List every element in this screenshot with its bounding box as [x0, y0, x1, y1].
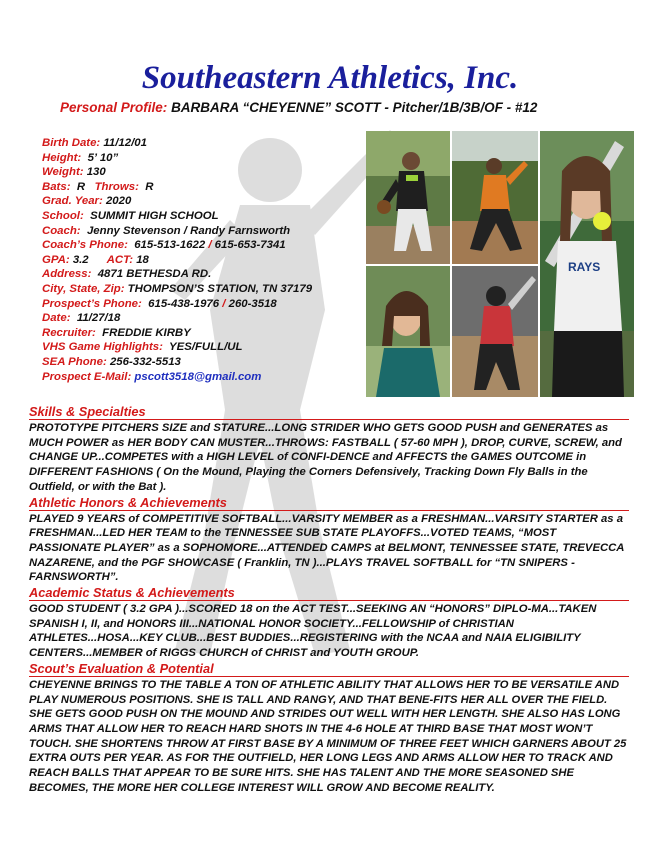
email-row	[42, 370, 362, 385]
sea-phone-value: 256-332-5513	[109, 355, 181, 368]
act-label: ACT:	[106, 253, 134, 266]
coach-row	[42, 224, 362, 239]
bats-label: Bats:	[42, 180, 71, 193]
address-label: Address:	[42, 268, 92, 281]
grad-year-row	[42, 194, 362, 209]
scout-body: CHEYENNE BRINGS TO THE TABLE A TON OF ATHLETIC ABILITY THAT ALLOWS HER TO BE VERSATILE AND PLAY NUMEROUS POSITIONS. SHE IS TALL AND RANGY, AND THAT BENE-FITS HER ALL OVER THE FIELD. SHE GETS GOOD PUSH ON THE MOUND AND STRIDES OUT WELL WITH HER LENGTH. SHE ALSO HAS LONG ARMS THAT ALLOW HER TO REACH HARD SHOTS IN THE 4-6 HOLE AT THIRD BASE THAT MOST WON’T TOUCH. SHE SHORTENS THROW AT FIRST BASE BY A MINIMUM OF THREE FEET WHICH GARNERS ABOUT 25 EXTRA OUTS PER YEAR. AS FOR THE OUTFIELD, HER LONG LEGS AND ARMS ALLOW HER TO TRACK AND REACH BALLS THAT APPEAR TO BE SURE HITS. SHE HAS TALENT AND THE MORE SEASONED SHE BECOMES, THE MORE HER COLLEGE INTEREST WILL GROW AND BECOME REALITY.	[29, 678, 627, 794]
city-value: THOMPSON’S STATION, TN 37179	[127, 282, 313, 295]
coach-phone-value-2: 615-653-7341	[214, 239, 286, 252]
birth-date-label: Birth Date:	[42, 137, 101, 149]
grad-year-label: Grad. Year:	[42, 195, 103, 208]
city-label: City, State, Zip:	[42, 282, 125, 295]
date-label: Date:	[42, 312, 71, 325]
birth-date-row	[42, 136, 362, 151]
address-row	[42, 267, 362, 282]
honors-heading: Athletic Honors & Achievements	[29, 496, 629, 511]
throws-label: Throws:	[94, 180, 139, 193]
school-value: SUMMIT HIGH SCHOOL	[90, 209, 219, 222]
email-link[interactable]: pscott3518@gmail.com	[134, 370, 262, 383]
profile-name: BARBARA “CHEYENNE” SCOTT - Pitcher/1B/3B/OF - #12	[171, 100, 538, 115]
weight-row	[42, 165, 362, 180]
recruiter-value: FREDDIE KIRBY	[102, 326, 191, 339]
coach-phone-separator: /	[208, 239, 212, 252]
school-label: School:	[42, 209, 84, 222]
coach-value: Jenny Stevenson / Randy Farnsworth	[86, 224, 291, 237]
academic-heading: Academic Status & Achievements	[29, 586, 629, 601]
skills-heading: Skills & Specialties	[29, 405, 629, 420]
bats-throws-row	[42, 180, 362, 195]
gpa-label: GPA:	[42, 253, 70, 266]
profile-fields	[42, 136, 362, 384]
company-title: Southeastern Athletics, Inc.	[141, 60, 519, 96]
prospect-phone-value-2: 260-3518	[228, 297, 277, 310]
player-pitching-photo	[452, 131, 538, 264]
act-value: 18	[136, 253, 149, 266]
recruiter-row	[42, 326, 362, 341]
player-portrait-photo	[366, 266, 450, 397]
birth-date-value: 11/12/01	[103, 137, 147, 149]
profile-label: Personal Profile:	[60, 100, 168, 115]
vhs-row	[42, 340, 362, 355]
prospect-phone-separator: /	[222, 297, 226, 310]
throws-value: R	[145, 180, 154, 193]
weight-label: Weight:	[42, 166, 84, 179]
weight-value: 130	[86, 166, 106, 179]
date-value: 11/27/18	[76, 312, 121, 325]
prospect-phone-label: Prospect’s Phone:	[42, 297, 142, 310]
coach-phone-row	[42, 238, 362, 253]
svg-text:RAYS: RAYS	[568, 260, 601, 274]
prospect-phone-row	[42, 297, 362, 312]
height-row	[42, 151, 362, 166]
grad-year-value: 2020	[105, 195, 132, 208]
vhs-label: VHS Game Highlights:	[42, 341, 163, 354]
email-label: Prospect E-Mail:	[42, 370, 132, 383]
sea-phone-label: SEA Phone:	[42, 355, 107, 368]
skills-body: PROTOTYPE PITCHERS SIZE and STATURE...LONG STRIDER WHO GETS GOOD PUSH and GENERATES as MUCH POWER as HER BODY CAN MUSTER...THROWS: FASTBALL ( 57-60 MPH ), DROP, CURVE, SCREW, and CHANGE UP...COMPETES with a HIGH LEVEL of CONFI-DENCE and AFFECTS the GAMES OUTCOME in DIFFERENT FASHIONS ( On the Mound, Playing the Corners Defensively, Tracking Down Fly Balls in the Outfield, or with the Bat ).	[29, 422, 622, 493]
player-with-bat-photo	[540, 131, 634, 397]
academic-body: GOOD STUDENT ( 3.2 GPA )...SCORED 18 on the ACT TEST...SEEKING AN “HONORS” DIPLO-MA...TAKEN SPANISH I, II, and HONORS III...NATIONAL HONOR SOCIETY...FELLOWSHIP of CHRISTIAN ATHLETES...HOSA...KEY CLUB...BEST BUDDIES...REGISTERING with the NCAA and NAIA ELIGIBILITY CENTERS...MEMBER of RIGGS CHURCH of CHRIST and YOUTH GROUP.	[29, 603, 597, 660]
height-label: Height:	[42, 151, 82, 164]
profile-sections	[29, 404, 629, 795]
sea-phone-row	[42, 355, 362, 370]
address-value: 4871 BETHESDA RD.	[97, 268, 212, 281]
gpa-value: 3.2	[72, 253, 89, 266]
coach-label: Coach:	[42, 224, 81, 237]
recruiter-label: Recruiter:	[42, 326, 96, 339]
bats-value: R	[76, 180, 86, 193]
honors-body: PLAYED 9 YEARS of COMPETITIVE SOFTBALL...VARSITY MEMBER as a FRESHMAN...VARSITY STARTER as a FRESHMAN...LED HER TEAM to the TENNESSEE SUB STATE PLAYOFFS...VOTED TEAMS, “MOST PASSIONATE PLAYER” as a SOPHOMORE...ATTENDED CAMPS at BELMONT, TENNESSEE STATE, TREVECCA NAZARENE, and the PGF SHOWCASE ( Franklin, TN )...PLAYS TRAVEL SOFTBALL for “TN SNIPERS - FARNSWORTH”.	[29, 512, 625, 584]
date-row	[42, 311, 362, 326]
vhs-value: YES/FULL/UL	[169, 341, 243, 354]
photo-collage	[366, 131, 634, 397]
coach-phone-label: Coach’s Phone:	[42, 239, 128, 252]
gpa-act-row	[42, 253, 362, 268]
player-batting-photo	[452, 266, 538, 397]
player-fielding-photo	[366, 131, 450, 264]
profile-subtitle	[60, 100, 537, 115]
coach-phone-value-1: 615-513-1622	[134, 239, 206, 252]
scout-heading: Scout’s Evaluation & Potential	[29, 662, 629, 677]
school-row	[42, 209, 362, 224]
city-row	[42, 282, 362, 297]
prospect-phone-value-1: 615-438-1976	[148, 297, 220, 310]
height-value: 5’ 10”	[87, 151, 119, 164]
